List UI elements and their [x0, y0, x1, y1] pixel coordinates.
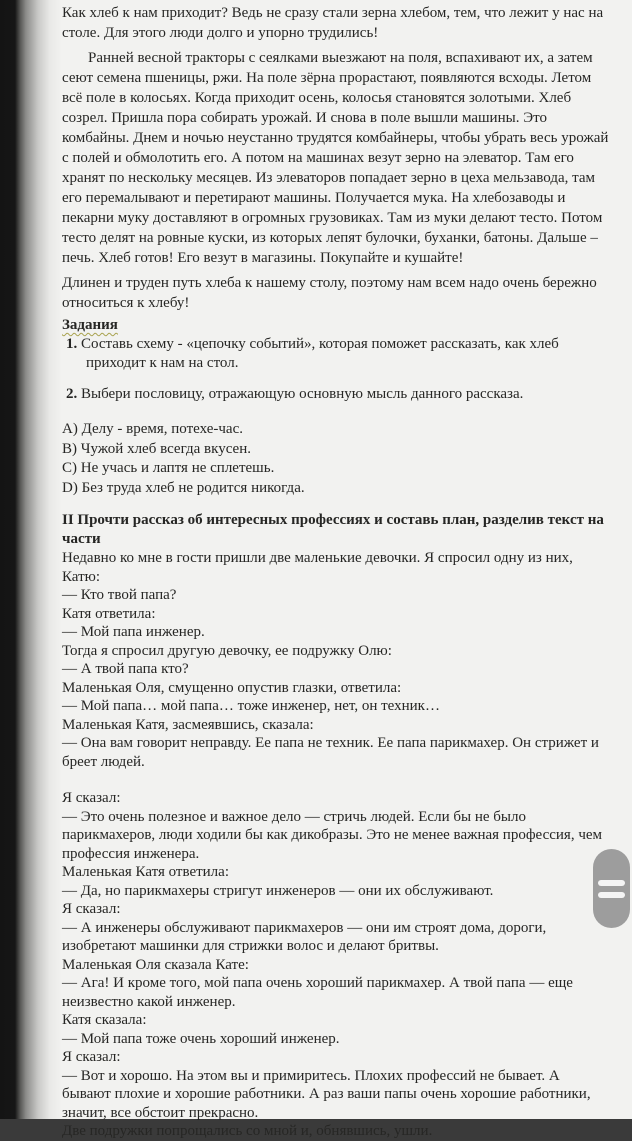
story-line: Маленькая Катя, засмеявшись, сказала: [62, 716, 314, 733]
story-line: Я сказал: [62, 1049, 121, 1065]
task-item-1 [62, 335, 612, 373]
story-line: Катя ответила: [62, 605, 156, 622]
story-line: Недавно ко мне в гости пришли две маленькие девочки. Я спросил одну из них, Катю: [62, 550, 573, 585]
story-line: — Ага! И кроме того, мой папа очень хороший парикмахер. А твой папа — еще неизвестно какой инженер. [62, 975, 573, 1010]
story-line: — А твой папа кто? [62, 661, 189, 677]
story-line: — А инженеры обслуживают парикмахеров — они им строят дома, дороги, изобретают машинки для стрижки волос и делают бритвы. [62, 919, 547, 954]
story-line: — Да, но парикмахеры стригут инженеров — они их обслуживают. [62, 882, 494, 899]
section-story [62, 511, 612, 1141]
option-d: D) Без труда хлеб не родится никогда. [62, 479, 305, 496]
drag-handle-icon [598, 880, 625, 886]
side-panel-handle[interactable] [593, 849, 630, 928]
option-a: А) Делу - время, потехе-час. [62, 421, 243, 437]
story-line: — Она вам говорит неправду. Ее папа не техник. Ее папа парикмахер. Он стрижет и бреет людей. [62, 735, 599, 770]
drag-handle-icon [598, 892, 625, 898]
story-line: Катя сказала: [62, 1012, 147, 1028]
intro-paragraph-2: Ранней весной тракторы с сеялками выезжают на поля, вспахивают их, а затем сеют семена пшеницы, ржи. На поле зёрна прорастают, появляются всходы. Летом всё поле в колосьях. Когда приходит осень, колосья становятся золотыми. Хлеб созрел. Пришла пора собирать урожай. И снова в поле вышли машины. Это комбайны. Днем и ночью неустанно трудятся комбайнеры, чтобы убрать весь урожай с полей и обмолотить его. А потом на машинах везут зерно на элеватор. Там его хранят по нескольку месяцев. Из элеваторов попадает зерно в цеха мельзавода, там его перемалывают и перетирают машины. Получается мука. На хлебозаводы и пекарни муку доставляют в огромных грузовиках. Там из муки делают тесто. Потом тесто делят на ровные куски, из которых лепят булочки, буханки, батоны. Дальше – печь. Хлеб готов! Его везут в магазины. Покупайте и кушайте! [62, 50, 609, 266]
task-number: 2. [66, 386, 78, 402]
task-text: Составь схему - «цепочку событий», которая поможет рассказать, как хлеб приходит к нам на стол. [81, 336, 559, 371]
story-line: — Мой папа тоже очень хороший инженер. [62, 1030, 340, 1047]
option-b: В) Чужой хлеб всегда вкусен. [62, 440, 251, 457]
story-line: Я сказал: [62, 790, 121, 806]
intro-paragraph-1: Как хлеб к нам приходит? Ведь не сразу стали зерна хлебом, тем, что лежит у нас на столе. Для этого люди долго и упорно трудились! [62, 5, 604, 41]
story-line: — Вот и хорошо. На этом вы и примиритесь. Плохих профессий не бывает. А бывают плохие и хорошие работники. А раз ваши папы очень хорошие работники, значит, все обстоит прекрасно. [62, 1067, 591, 1121]
task-number: 1. [66, 336, 78, 352]
story-line: — Мой папа инженер. [62, 624, 205, 640]
story-line: Тогда я спросил другую девочку, ее подружку Олю: [62, 642, 392, 659]
task-item-2 [62, 385, 612, 404]
proverb-options [62, 420, 612, 498]
task-text: Выбери пословицу, отражающую основную мысль данного рассказа. [81, 386, 524, 402]
story-heading: II Прочти рассказ об интересных профессиях и составь план, разделив текст на части [62, 512, 604, 547]
story-line: — Это очень полезное и важное дело — стричь людей. Если бы не было парикмахеров, люди ходили бы как дикобразы. Это не менее важная профессия, чем профессия инженера. [62, 808, 603, 862]
intro-paragraph-3: Длинен и труден путь хлеба к нашему столу, поэтому нам всем надо очень бережно относиться к хлебу! [62, 275, 597, 311]
story-line: — Мой папа… мой папа… тоже инженер, нет, он техник… [62, 698, 440, 714]
story-line: Маленькая Оля сказала Кате: [62, 956, 249, 973]
section-tasks [62, 315, 612, 498]
section-bread-text [62, 3, 612, 313]
story-line: Маленькая Оля, смущенно опустив глазки, ответила: [62, 679, 402, 696]
story-line: Маленькая Катя ответила: [62, 864, 229, 880]
option-c: С) Не учась и лаптя не сплетешь. [62, 460, 275, 476]
story-line: Я сказал: [62, 901, 121, 917]
story-line: Две подружки попрощались со мной и, обнявшись, ушли. [62, 1123, 433, 1139]
tasks-heading: Задания [62, 317, 118, 333]
story-line: — Кто твой папа? [62, 587, 177, 603]
